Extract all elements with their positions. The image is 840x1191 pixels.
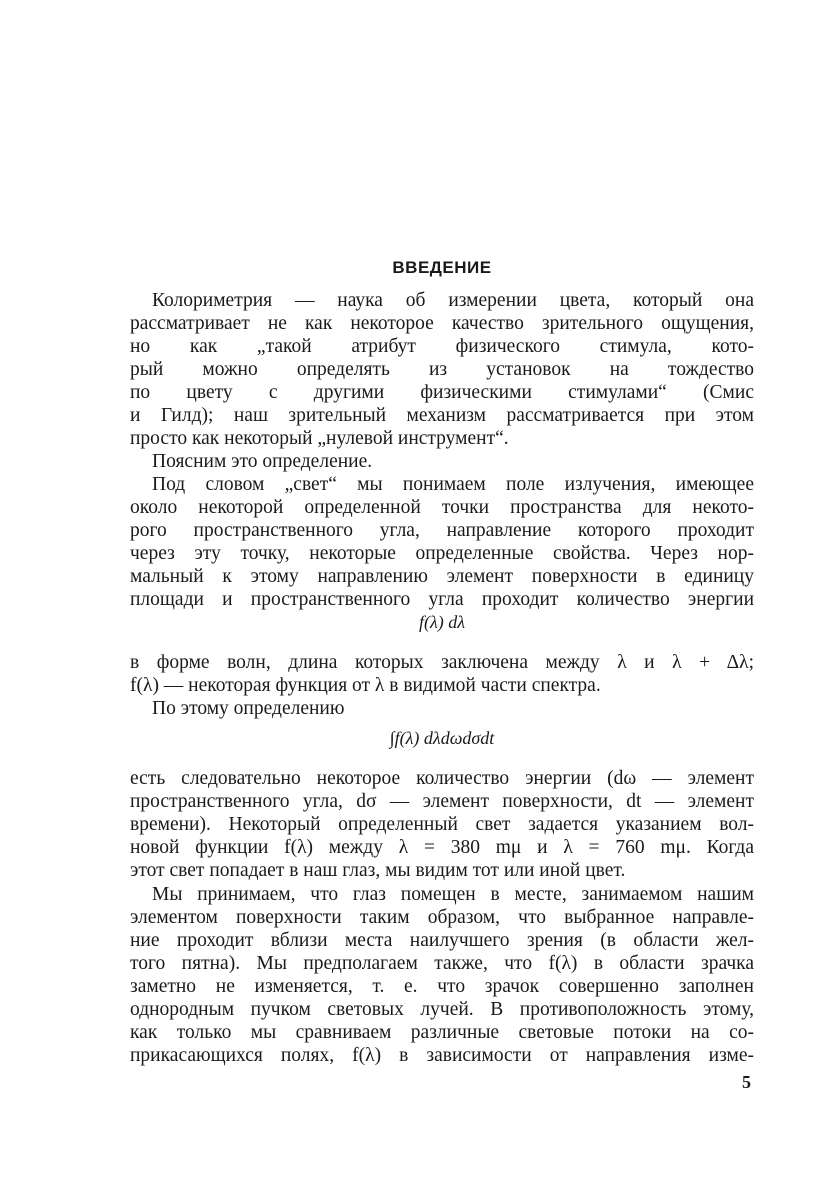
paragraph-line: По этому определению	[152, 698, 345, 719]
paragraph-line: рый можно определять из установок на тождество	[130, 359, 754, 380]
paragraph-line: рого пространственного угла, направление которого проходит	[130, 520, 754, 541]
paragraph-line: есть следовательно некоторое количество энергии (dω — элемент	[130, 768, 754, 789]
page-number: 5	[742, 1072, 751, 1092]
paragraph-line: Мы принимаем, что глаз помещен в месте, занимаемом нашим	[152, 884, 754, 905]
paragraph-line: мальный к этому направлению элемент поверхности в единицу	[130, 566, 754, 587]
paragraph-line: этот свет попадает в наш глаз, мы видим тот или иной цвет.	[130, 860, 626, 881]
paragraph-line: рассматривает не как некоторое качество зрительного ощущения,	[130, 313, 754, 334]
paragraph-line: однородным пучком световых лучей. В противоположность этому,	[130, 999, 754, 1020]
paragraph-line: Под словом „свет“ мы понимаем поле излучения, имеющее	[152, 474, 754, 495]
paragraph-line: просто как некоторый „нулевой инструмент“.	[130, 428, 509, 449]
paragraph-line: прикасающихся полях, f(λ) в зависимости от направления изме-	[130, 1045, 754, 1066]
paragraph-line: как только мы сравниваем различные световые потоки на со-	[130, 1022, 754, 1043]
paragraph-line: новой функции f(λ) между λ = 380 mμ и λ = 760 mμ. Когда	[130, 837, 754, 858]
paragraph-line: элементом поверхности таким образом, что выбранное направле-	[130, 907, 754, 928]
paragraph-line: Поясним это определение.	[152, 451, 373, 472]
paragraph-line: Колориметрия — наука об измерении цвета, который она	[152, 290, 754, 311]
paragraph-line: через эту точку, некоторые определенные свойства. Через нор-	[130, 543, 754, 564]
paragraph-line: и Гилд); наш зрительный механизм рассматривается при этом	[130, 405, 754, 426]
paragraph-line: времени). Некоторый определенный свет задается указанием вол-	[130, 814, 754, 835]
paragraph-line: f(λ) — некоторая функция от λ в видимой части спектра.	[130, 675, 601, 696]
paragraph-line: но как „такой атрибут физического стимула, кото-	[130, 336, 754, 357]
paragraph-line: в форме волн, длина которых заключена между λ и λ + Δλ;	[130, 652, 754, 673]
formula-integral: ∫f(λ) dλdωdσdt	[389, 728, 495, 748]
paragraph-line: площади и пространственного угла проходит количество энергии	[130, 589, 754, 610]
paragraph-line: заметно не изменяется, т. е. что зрачок совершенно заполнен	[130, 976, 754, 997]
paragraph-line: того пятна). Мы предполагаем также, что f(λ) в области зрачка	[130, 953, 754, 974]
paragraph-line: по цвету с другими физическими стимулами“ (Смис	[130, 382, 754, 403]
paragraph-line: пространственного угла, dσ — элемент поверхности, dt — элемент	[130, 791, 754, 812]
formula-energy: f(λ) dλ	[418, 612, 466, 632]
paragraph-line: ние проходит вблизи места наилучшего зрения (в области жел-	[130, 930, 754, 951]
paragraph-line: около некоторой определенной точки пространства для некото-	[130, 497, 754, 518]
section-title: ВВЕДЕНИЕ	[392, 258, 492, 277]
